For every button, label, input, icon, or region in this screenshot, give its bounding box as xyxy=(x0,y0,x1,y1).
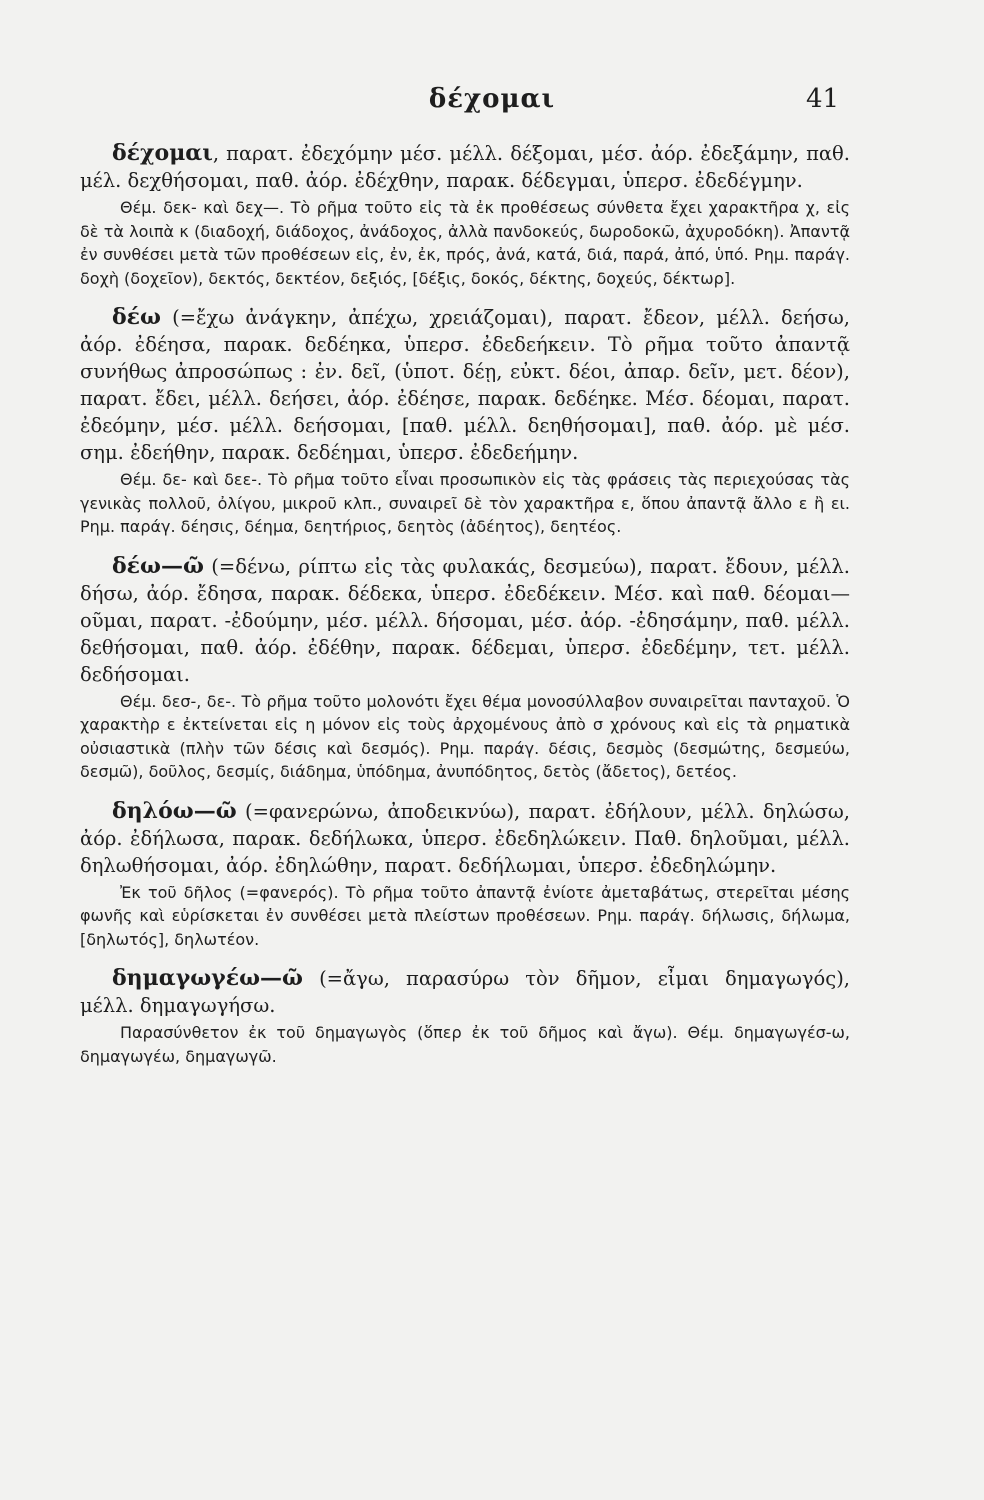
entry-note: Θέμ. δε- καὶ δεε-. Τὸ ρῆμα τοῦτο εἶναι προσωπικὸν εἰς τὰς φράσεις τὰς περιεχούσας τὰς γενικὰς πολλοῦ, ὀλίγου, μικροῦ κλπ., συναιρεῖ δὲ τὸν χαρακτῆρα ε, ὅπου ἀπαντᾷ ἄλλο ε ἢ ει. Ρημ. παράγ. δέησις, δέημα, δεητήριος, δεητὸς (ἀδέητος), δεητέος. xyxy=(80,470,850,536)
entry-demagogeo xyxy=(80,965,850,1068)
page-content xyxy=(80,140,850,1082)
entry-main-text: (=φανερώνω, ἀποδεικνύω), παρατ. ἐδήλουν, μέλλ. δηλώσω, ἀόρ. ἐδήλωσα, παρακ. δεδήλωκα, ὑπερσ. ἐδεδηλώκειν. Παθ. δηλοῦμαι, μέλλ. δηλωθήσομαι, ἀόρ. ἐδηλώθην, παρατ. δεδήλωμαι, ὑπερσ. ἐδεδηλώμην. xyxy=(80,799,850,877)
entry-headword: δημαγωγέω—ῶ xyxy=(112,965,303,991)
entry-note: Ἐκ τοῦ δῆλος (=φανερός). Τὸ ρῆμα τοῦτο ἀπαντᾷ ἐνίοτε ἀμεταβάτως, στερεῖται μέσης φωνῆς καὶ εὑρίσκεται ἐν συνθέσει μετὰ πλείστων προθέσεων. Ρημ. παράγ. δήλωσις, δήλωμα, [δηλωτός], δηλωτέον. xyxy=(80,882,850,949)
entry-main-text: (=ἄγω, παρασύρω τὸν δῆμον, εἶμαι δημαγωγός), μέλλ. δημαγωγήσω. xyxy=(80,967,850,1017)
entry-main-text: (=ἔχω ἀνάγκην, ἀπέχω, χρειάζομαι), παρατ. ἔδεον, μέλλ. δεήσω, ἀόρ. ἐδέησα, παρακ. δεδέηκα, ὑπερσ. ἐδεδεήκειν. Τὸ ρῆμα τοῦτο ἀπαντᾷ συνήθως ἀπροσώπως : ἐν. δεῖ, (ὑποτ. δέῃ, εὐκτ. δέοι, ἀπαρ. δεῖν, μετ. δέον), παρατ. ἔδει, μέλλ. δεήσει, ἀόρ. ἐδέησε, παρακ. δεδέηκε. Μέσ. δέομαι, παρατ. ἐδεόμην, μέσ. μέλλ. δεήσομαι, [παθ. μέλλ. δεηθήσομαι], παθ. ἀόρ. μὲ μέσ. σημ. ἐδεήθην, παρακ. δεδέημαι, ὑπερσ. ἐδεδεήμην. xyxy=(80,306,850,464)
entry-main-text: , παρατ. ἐδεχόμην μέσ. μέλλ. δέξομαι, μέσ. ἀόρ. ἐδεξάμην, παθ. μέλ. δεχθήσομαι, παθ. ἀόρ. ἐδέχθην, παρακ. δέδεγμαι, ὑπερσ. ἐδεδέγμην. xyxy=(80,142,850,192)
entry-headword: δέω xyxy=(112,304,161,330)
entry-main-text: (=δένω, ρίπτω εἰς τὰς φυλακάς, δεσμεύω), παρατ. ἔδουν, μέλλ. δήσω, ἀόρ. ἔδησα, παρακ. δέδεκα, ὑπερσ. ἐδεδέκειν. Μέσ. καὶ παθ. δέομαι—οῦμαι, παρατ. -ἐδούμην, μέσ. μέλλ. δήσομαι, μέσ. ἀόρ. -ἐδησάμην, παθ. μέλλ. δεθήσομαι, παθ. ἀόρ. ἐδέθην, παρακ. δέδεμαι, ὑπερσ. ἐδεδέμην, τετ. μέλλ. δεδήσομαι. xyxy=(80,554,850,686)
entry-headword: δέχομαι xyxy=(112,140,213,166)
entry-deo-bind xyxy=(80,553,850,784)
entry-note: Θέμ. δεσ-, δε-. Τὸ ρῆμα τοῦτο μολονότι ἔχει θέμα μονοσύλλαβον συναιρεῖται πανταχοῦ. Ὁ χαρακτὴρ ε ἐκτείνεται εἰς η μόνον εἰς τοὺς ἀρχομένους ἀπὸ σ χρόνους καὶ εἰς τὰ ρηματικὰ οὐσιαστικὰ (πλὴν τῶν δέσις καὶ δεσμός). Ρημ. παράγ. δέσις, δεσμὸς (δεσμώτης, δεσμεύω, δεσμῶ), δοῦλος, δεσμίς, διάδημα, ὑπόδημα, ἀνυπόδητος, δετὸς (ἄδετος), δετέος. xyxy=(80,691,850,781)
running-title: δέχομαι xyxy=(428,84,556,114)
entry-dechomai xyxy=(80,140,850,290)
entry-note: Παρασύνθετον ἐκ τοῦ δημαγωγὸς (ὅπερ ἐκ τοῦ δῆμος καὶ ἄγω). Θέμ. δημαγωγέσ-ω, δημαγωγέω, δημαγωγῶ. xyxy=(80,1023,850,1066)
page-number: 41 xyxy=(806,84,840,114)
entry-headword: δέω—ῶ xyxy=(112,552,204,579)
entry-deloo xyxy=(80,798,850,952)
entry-headword: δηλόω—ῶ xyxy=(112,797,237,824)
entry-note: Θέμ. δεκ- καὶ δεχ—. Τὸ ρῆμα τοῦτο εἰς τὰ ἐκ προθέσεως σύνθετα ἔχει χαρακτῆρα χ, εἰς δὲ τὰ λοιπὰ κ (διαδοχή, διάδοχος, ἀνάδοχος, ἀλλὰ πανδοκεύς, δωροδοκῶ, ἀχυροδόκη). Ἀπαντᾷ ἐν συνθέσει μετὰ τῶν προθέσεων εἰς, ἐν, ἐκ, πρός, ἀνά, κατά, διά, παρά, ἀπό, ὑπό. Ρημ. παράγ. δοχὴ (δοχεῖον), δεκτός, δεκτέον, δεξιός, [δέξις, δοκός, δέκτης, δοχεύς, δέκτωρ]. xyxy=(80,198,850,288)
entry-deo-need xyxy=(80,304,850,539)
